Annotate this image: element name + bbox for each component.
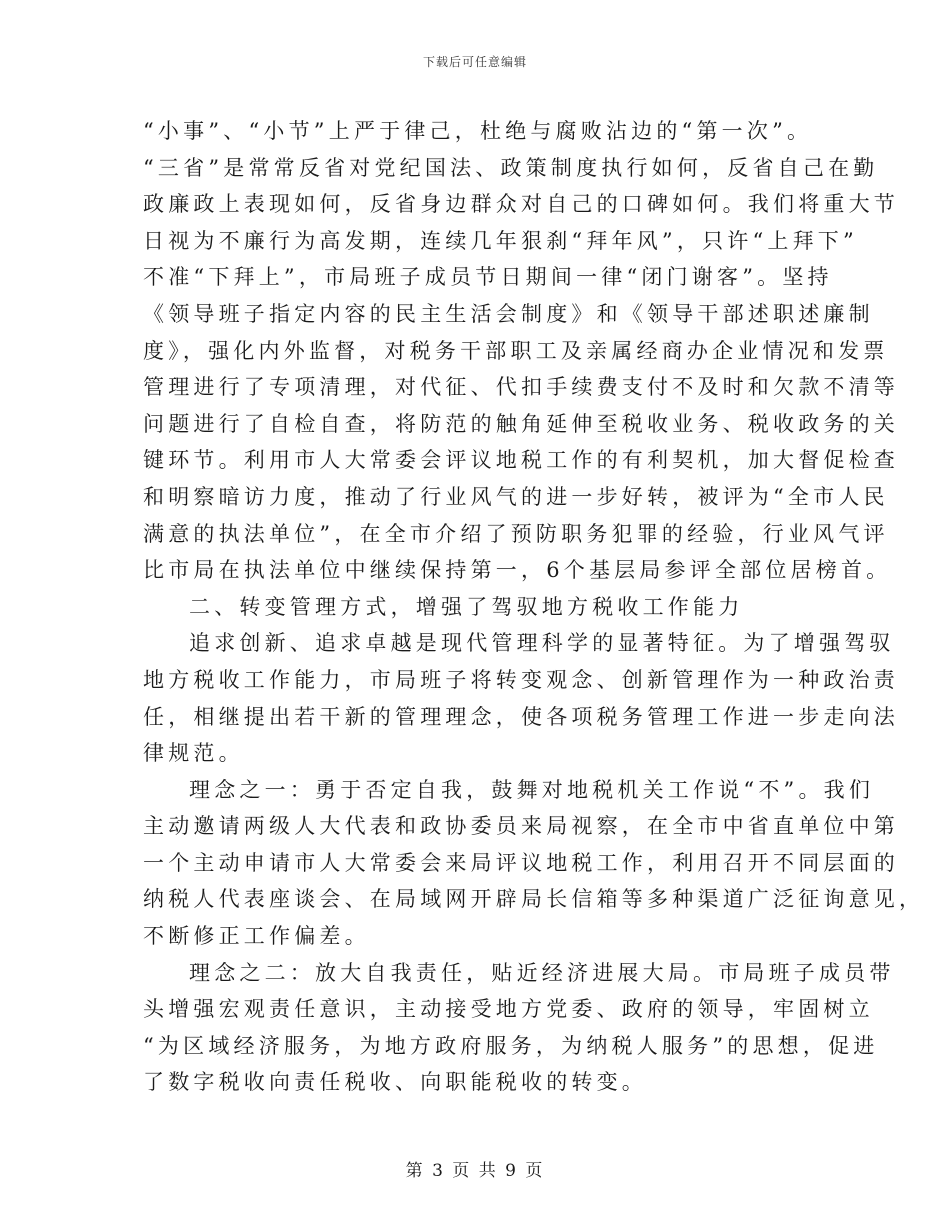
text-line: 二、转变管理方式，增强了驾驭地方税收工作能力 xyxy=(189,594,744,619)
text-line: 键环节。利用市人大常委会评议地税工作的有利契机，加大督促检查 xyxy=(143,448,899,473)
text-line: 一个主动申请市人大常委会来局评议地税工作，利用召开不同层面的 xyxy=(143,850,899,875)
text-line: “三省”是常常反省对党纪国法、政策制度执行如何，反省自己在勤 xyxy=(143,155,879,180)
text-line: 满意的执法单位”，在全市介绍了预防职务犯罪的经验，行业风气评 xyxy=(143,521,889,546)
text-line: 纳税人代表座谈会、在局域网开辟局长信箱等多种渠道广泛征询意见， xyxy=(143,887,925,912)
text-line: 律规范。 xyxy=(143,741,244,766)
text-line: 头增强宏观责任意识，主动接受地方党委、政府的领导，牢固树立 xyxy=(143,997,874,1022)
text-line: 理念之一：勇于否定自我，鼓舞对地税机关工作说“不”。我们 xyxy=(189,777,875,802)
text-line: 日视为不廉行为高发期，连续几年狠刹“拜年风”，只许“上拜下” xyxy=(143,228,858,253)
text-line: 管理进行了专项清理，对代征、代扣手续费支付不及时和欠款不清等 xyxy=(143,375,899,400)
page-header: 下载后可任意编辑 xyxy=(422,55,527,69)
text-line: 不准“下拜上”，市局班子成员节日期间一律“闭门谢客”。坚持 xyxy=(143,265,833,290)
text-line: “小事”、“小节”上严于律己，杜绝与腐败沾边的“第一次”。 xyxy=(143,119,813,143)
page-footer: 第 3 页 共 9 页 xyxy=(405,1161,545,1181)
text-line: 政廉政上表现如何，反省身边群众对自己的口碑如何。我们将重大节 xyxy=(143,192,899,217)
text-line: 不断修正工作偏差。 xyxy=(143,924,370,949)
text-line: 问题进行了自检自查，将防范的触角延伸至税收业务、税收政务的关 xyxy=(143,411,899,436)
text-line: 追求创新、追求卓越是现代管理科学的显著特征。为了增强驾驭 xyxy=(189,631,895,656)
text-line: 和明察暗访力度，推动了行业风气的进一步好转，被评为“全市人民 xyxy=(143,484,889,509)
text-line: 理念之二：放大自我责任，贴近经济进展大局。市局班子成员带 xyxy=(189,960,895,985)
text-line: 主动邀请两级人大代表和政协委员来局视察，在全市中省直单位中第 xyxy=(143,814,899,839)
text-line: 《领导班子指定内容的民主生活会制度》和《领导干部述职述廉制 xyxy=(143,301,874,326)
text-line: 任，相继提出若干新的管理理念，使各项税务管理工作进一步走向法 xyxy=(143,704,899,729)
text-line: 度》，强化内外监督，对税务干部职工及亲属经商办企业情况和发票 xyxy=(143,338,889,363)
document-body xyxy=(143,113,925,1101)
text-line: “为区域经济服务，为地方政府服务，为纳税人服务”的思想，促进 xyxy=(143,1033,879,1058)
text-line: 了数字税收向责任税收、向职能税收的转变。 xyxy=(143,1070,647,1095)
text-line: 地方税收工作能力，市局班子将转变观念、创新管理作为一种政治责 xyxy=(143,667,899,692)
text-line: 比市局在执法单位中继续保持第一，6个基层局参评全部位居榜首。 xyxy=(143,558,892,583)
